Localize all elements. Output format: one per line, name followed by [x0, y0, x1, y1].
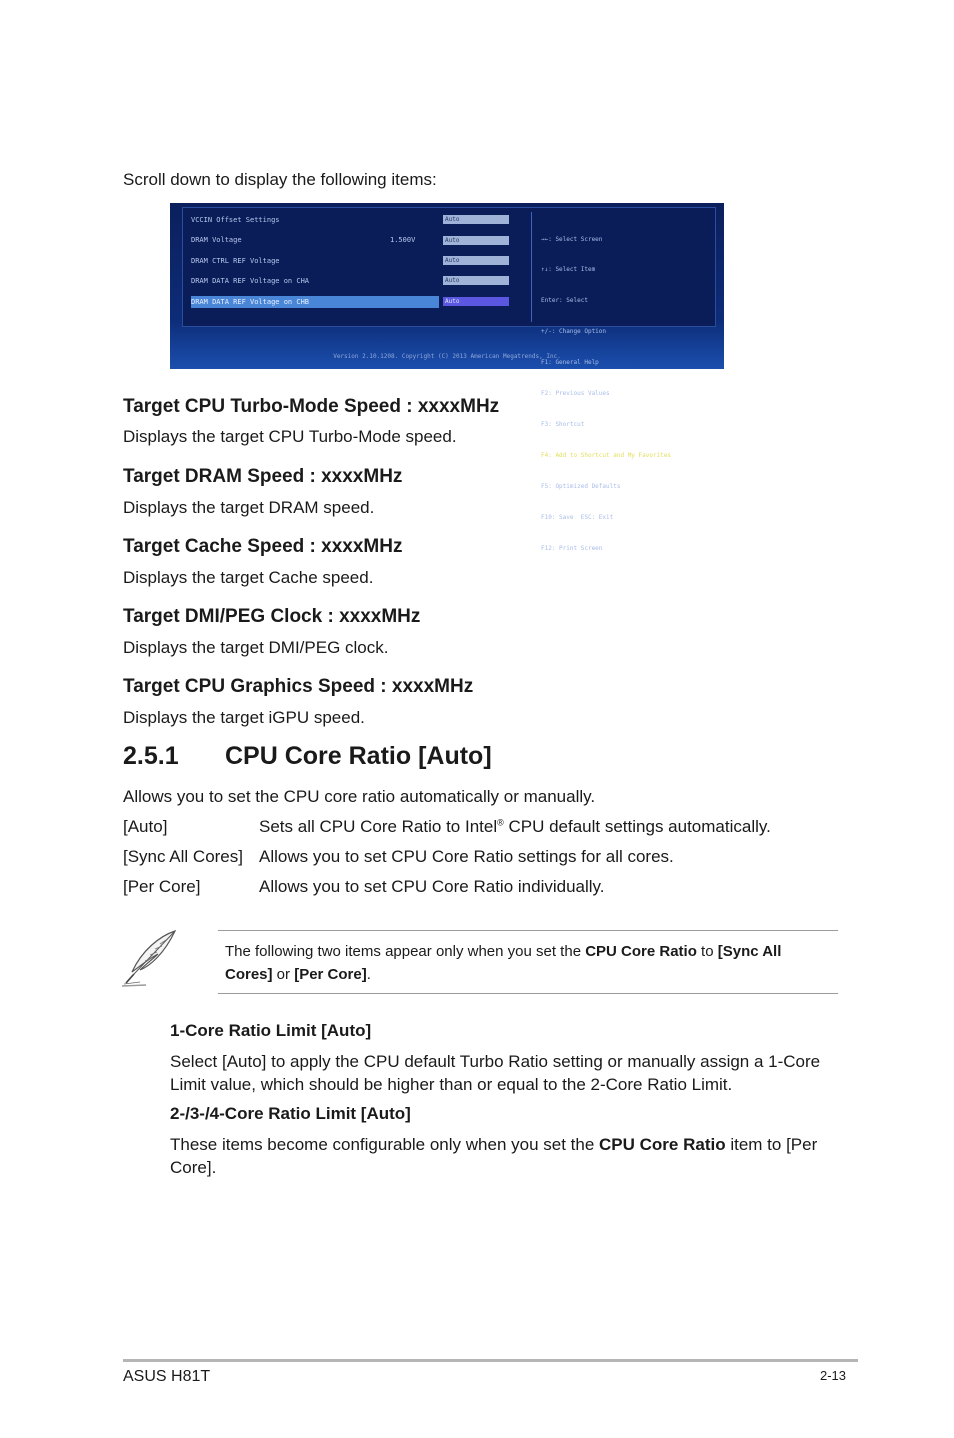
item-description: Displays the target DMI/PEG clock.: [123, 638, 389, 657]
page-number: 2-13: [820, 1368, 847, 1383]
bios-item-label-selected: DRAM DATA REF Voltage on CHB: [191, 296, 439, 308]
bios-item-value: Auto: [443, 276, 509, 285]
note-bottom-rule: [218, 993, 838, 994]
option-key: [Per Core]: [123, 877, 201, 896]
item-heading: Target CPU Turbo-Mode Speed : xxxxMHz: [123, 396, 500, 417]
bios-footer: Version 2.10.1208. Copyright (C) 2013 American Megatrends, Inc.: [333, 353, 561, 360]
bios-item-label: VCCIN Offset Settings: [191, 216, 280, 224]
bios-item-value: Auto: [443, 215, 509, 224]
note-text-part: The following two items appear only when you set the: [225, 943, 586, 960]
feather-pen-icon: [120, 928, 182, 988]
item-description: Displays the target iGPU speed.: [123, 708, 365, 727]
bios-help-line: F2: Previous Values: [541, 390, 610, 398]
option-description: Allows you to set CPU Core Ratio settings for all cores.: [259, 847, 674, 866]
bios-help-line: F10: Save ESC: Exit: [541, 513, 614, 521]
subitem-heading: 2-/3-/4-Core Ratio Limit [Auto]: [170, 1104, 411, 1123]
bios-help: [541, 214, 671, 574]
bios-help-line: F12: Print Screen: [541, 544, 603, 552]
footer-rule: [123, 1359, 858, 1362]
section-intro: Allows you to set the CPU core ratio automatically or manually.: [123, 787, 596, 806]
intro-text: Scroll down to display the following items:: [123, 170, 437, 189]
option-description-text: Sets all CPU Core Ratio to Intel: [259, 817, 498, 836]
item-heading: Target Cache Speed : xxxxMHz: [123, 536, 403, 557]
bios-item-label: DRAM DATA REF Voltage on CHA: [191, 277, 310, 285]
option-description: Allows you to set CPU Core Ratio individually.: [259, 877, 605, 896]
note-text-part: to: [696, 943, 718, 960]
subitem-heading: 1-Core Ratio Limit [Auto]: [170, 1021, 372, 1040]
subitem-emphasis: CPU Core Ratio: [599, 1135, 726, 1154]
note-text-part: or: [272, 966, 295, 983]
bios-help-line: F3: Shortcut: [541, 420, 585, 428]
bios-help-line: →←: Select Screen: [541, 235, 603, 243]
item-heading: Target CPU Graphics Speed : xxxxMHz: [123, 676, 474, 697]
subitem-text: item to [Per Core].: [170, 1135, 818, 1177]
bios-divider: [531, 212, 532, 322]
subitem-description: Select [Auto] to apply the CPU default Turbo Ratio setting or manually assign a 1-Core Limit value, which should be higher than or equal to the 2-Core Ratio Limit.: [170, 1052, 821, 1094]
note-emphasis: CPU Core Ratio: [585, 943, 697, 960]
item-description: Displays the target Cache speed.: [123, 568, 374, 587]
footer-product-name: ASUS H81T: [123, 1368, 211, 1385]
bios-item-label: DRAM Voltage: [191, 236, 242, 244]
bios-item-value-selected: Auto: [443, 297, 509, 306]
note-emphasis: [Per Core]: [294, 966, 367, 983]
item-description: Displays the target DRAM speed.: [123, 498, 375, 517]
bios-item-value: Auto: [443, 236, 509, 245]
subitem-text: These items become configurable only when you set the: [170, 1135, 600, 1154]
option-key: [Auto]: [123, 817, 168, 836]
section-title: CPU Core Ratio [Auto]: [225, 742, 492, 770]
option-description: [259, 817, 771, 837]
bios-help-line: Enter: Select: [541, 297, 588, 305]
item-heading: Target DMI/PEG Clock : xxxxMHz: [123, 606, 421, 627]
bios-help-line: F5: Optimized Defaults: [541, 482, 621, 490]
subitem-description: [170, 1133, 840, 1179]
item-description: Displays the target CPU Turbo-Mode speed.: [123, 427, 457, 446]
note-text-part: .: [366, 966, 371, 983]
option-key: [Sync All Cores]: [123, 847, 243, 866]
bios-item-value: Auto: [443, 256, 509, 265]
bios-help-line: F4: Add to Shortcut and My Favorites: [541, 451, 672, 459]
item-heading: Target DRAM Speed : xxxxMHz: [123, 466, 403, 487]
note-emphasis: [Sync All Cores]: [225, 943, 782, 983]
bios-help-line: ↑↓: Select Item: [541, 266, 596, 274]
note-text: [225, 940, 825, 986]
bios-help-line: +/-: Change Option: [541, 328, 607, 336]
registered-mark: ®: [497, 817, 504, 828]
note-top-rule: [218, 930, 838, 931]
bios-item-label: DRAM CTRL REF Voltage: [191, 257, 280, 265]
bios-help-line: F1: General Help: [541, 359, 599, 367]
section-number: 2.5.1: [123, 742, 179, 770]
bios-item-number: 1.500V: [390, 236, 416, 244]
option-description-text: CPU default settings automatically.: [503, 817, 771, 836]
